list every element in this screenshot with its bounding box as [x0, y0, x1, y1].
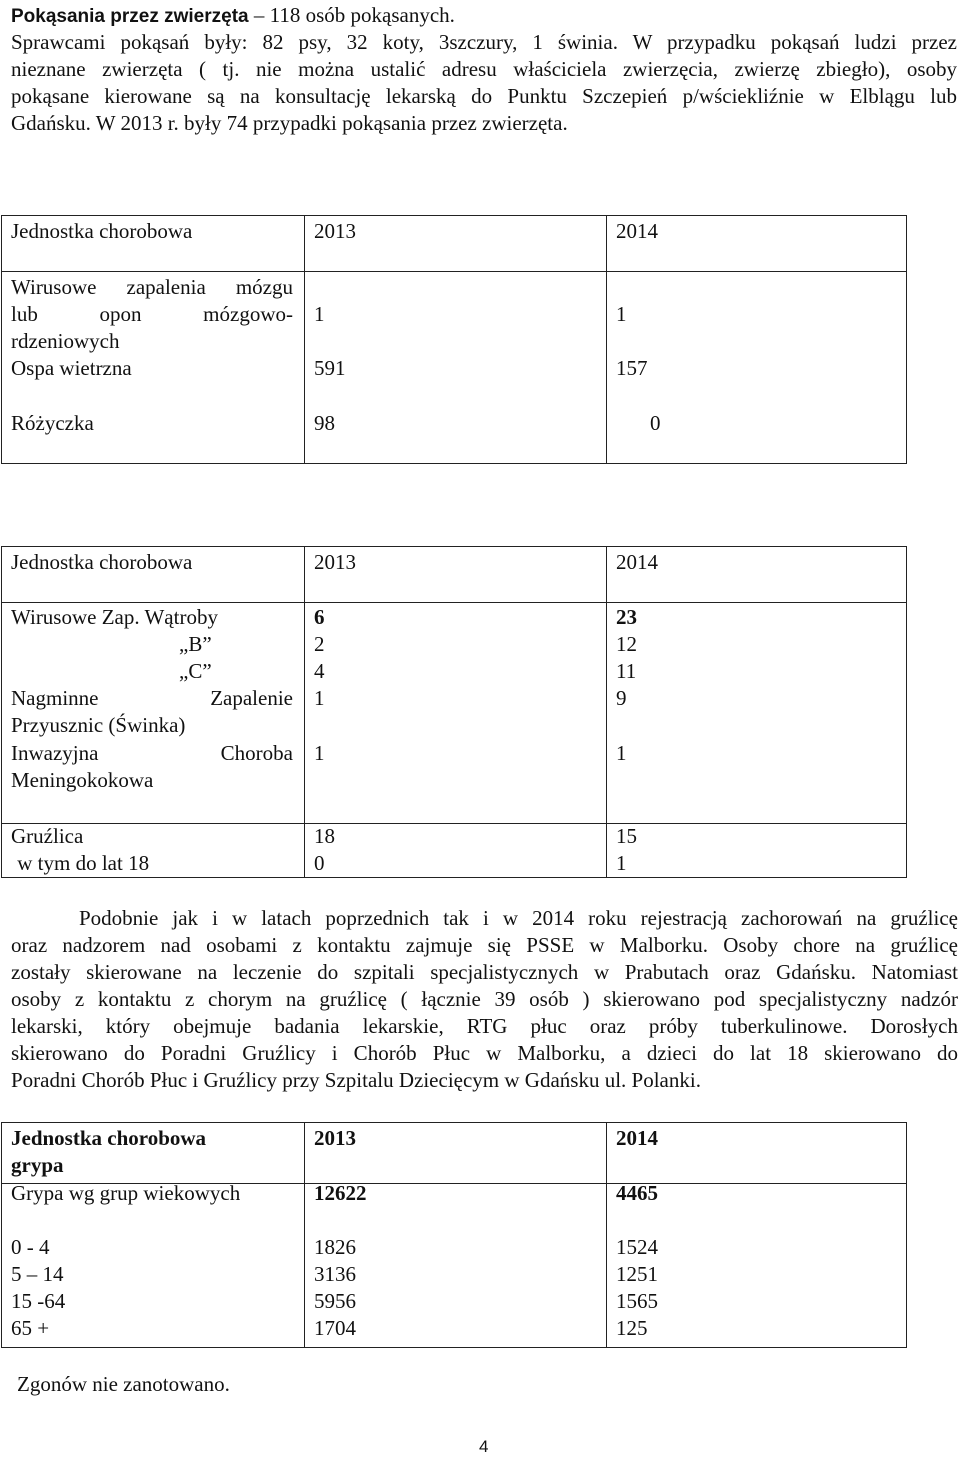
paragraph-line: osoby z kontaktu z chorym na gruźlicę ( łącznie 39 osób ) skierowano pod specjalistyczny nadzór — [11, 987, 958, 1011]
table3-header-2013: 2013 — [314, 1126, 356, 1150]
table2-value-2014: 1 — [616, 851, 627, 875]
intro-heading-line — [11, 2, 455, 30]
table2-row-name: Wirusowe Zap. Wątroby — [11, 605, 218, 629]
paragraph-line: Podobnie jak i w latach poprzednich tak i w 2014 roku rejestracją zachorowań na gruźlicę — [79, 906, 958, 930]
table2-row-subname: „B” — [179, 632, 212, 656]
table2-value-2014: 15 — [616, 824, 637, 848]
table2-header-name: Jednostka chorobowa — [11, 550, 193, 574]
table1-value-2014: 0 — [650, 411, 661, 435]
table2-value-2013: 6 — [314, 605, 325, 629]
intro-line: Gdańsku. W 2013 r. były 74 przypadki pokąsania przez zwierzęta. — [11, 111, 568, 135]
value-2013: 5956 — [314, 1289, 356, 1313]
paragraph-line: lekarski, który obejmuje badania lekarskie, RTG płuc oraz próby tuberkulinowe. Dorosłych — [11, 1014, 958, 1038]
disease-table-1 — [1, 215, 907, 464]
table2-row-name: Meningokokowa — [11, 768, 154, 792]
table3-total-2013: 12622 — [314, 1181, 367, 1205]
table2-row-name: Nagminne Zapalenie — [11, 686, 293, 710]
table1-row-name: Wirusowe zapalenia mózgu — [11, 275, 293, 299]
value-2014: 125 — [616, 1316, 648, 1340]
table2-value-2013: 4 — [314, 659, 325, 683]
intro-line: nieznane zwierzęta ( tj. nie można ustalić adresu właściciela zwierzęcia, zwierzę zbiegło), osoby — [11, 57, 957, 81]
table2-row-name: Inwazyjna Choroba — [11, 741, 293, 765]
table3-header-subname: grypa — [11, 1153, 64, 1177]
table1-value-2013: 98 — [314, 411, 335, 435]
table2-value-2013: 1 — [314, 686, 325, 710]
paragraph-line: zostały skierowane na leczenie do szpitali specjalistycznych w Prabutach oraz Gdańsku. Natomiast — [11, 960, 958, 984]
table3-values-2014 — [616, 1234, 658, 1342]
table1-value-2014: 157 — [616, 356, 648, 380]
value-2013: 3136 — [314, 1262, 356, 1286]
table3-total-name: Grypa wg grup wiekowych — [11, 1181, 241, 1205]
influenza-table — [1, 1122, 907, 1348]
table3-total-2014: 4465 — [616, 1181, 658, 1205]
table2-value-2014: 1 — [616, 741, 627, 765]
table3-age-groups — [11, 1234, 65, 1342]
value-2014: 1565 — [616, 1289, 658, 1313]
table2-header-2014: 2014 — [616, 550, 658, 574]
table1-header-2014: 2014 — [616, 219, 658, 243]
value-2013: 1704 — [314, 1316, 356, 1340]
table3-header-2014: 2014 — [616, 1126, 658, 1150]
age-group: 5 – 14 — [11, 1262, 64, 1286]
table1-header-name: Jednostka chorobowa — [11, 219, 193, 243]
table1-row-name: rdzeniowych — [11, 329, 120, 353]
closing-note: Zgonów nie zanotowano. — [17, 1372, 230, 1396]
table2-value-2014: 11 — [616, 659, 637, 683]
table1-header-2013: 2013 — [314, 219, 356, 243]
intro-heading-rest: – 118 osób pokąsanych. — [248, 3, 455, 27]
intro-heading: Pokąsania przez zwierzęta — [11, 6, 249, 27]
table2-value-2013: 0 — [314, 851, 325, 875]
table2-value-2013: 2 — [314, 632, 325, 656]
table2-header-2013: 2013 — [314, 550, 356, 574]
paragraph-line: Poradni Chorób Płuc i Gruźlicy przy Szpitalu Dziecięcym w Gdańsku ul. Polanki. — [11, 1068, 701, 1092]
table3-header-name: Jednostka chorobowa — [11, 1126, 207, 1150]
table1-row-name: lub opon mózgowo- — [11, 302, 293, 326]
table1-value-2013: 1 — [314, 302, 325, 326]
table1-value-2014: 1 — [616, 302, 627, 326]
table2-row-name: Przyusznic (Świnka) — [11, 713, 186, 737]
table2-row-name: Gruźlica — [11, 824, 84, 848]
table2-value-2013: 18 — [314, 824, 335, 848]
table1-row-name: Ospa wietrzna — [11, 356, 132, 380]
intro-line: pokąsane kierowane są na konsultację lekarską do Punktu Szczepień p/wściekliźnie w Elblągu lub — [11, 84, 957, 108]
value-2013: 1826 — [314, 1235, 356, 1259]
age-group: 65 + — [11, 1316, 50, 1340]
table2-value-2013: 1 — [314, 741, 325, 765]
paragraph-line: oraz nadzorem nad osobami z kontaktu zajmuje się PSSE w Malborku. Osoby chore na gruźlicę — [11, 933, 958, 957]
table3-values-2013 — [314, 1234, 356, 1342]
value-2014: 1524 — [616, 1235, 658, 1259]
table1-row-name: Różyczka — [11, 411, 94, 435]
value-2014: 1251 — [616, 1262, 658, 1286]
table2-row-subname: „C” — [179, 659, 212, 683]
intro-line: Sprawcami pokąsań były: 82 psy, 32 koty, 3szczury, 1 świnia. W przypadku pokąsań ludzi przez — [11, 30, 957, 54]
age-group: 15 -64 — [11, 1289, 66, 1313]
paragraph-line: skierowano do Poradni Gruźlicy i Chorób Płuc w Malborku, a dzieci do lat 18 skierowano do — [11, 1041, 958, 1065]
page-number: 4 — [479, 1437, 489, 1456]
table2-value-2014: 9 — [616, 686, 627, 710]
table2-value-2014: 23 — [616, 605, 637, 629]
age-group: 0 - 4 — [11, 1235, 50, 1259]
disease-table-2 — [1, 546, 907, 878]
table2-row-subname: w tym do lat 18 — [12, 851, 150, 875]
table2-value-2014: 12 — [616, 632, 637, 656]
table1-value-2013: 591 — [314, 356, 346, 380]
